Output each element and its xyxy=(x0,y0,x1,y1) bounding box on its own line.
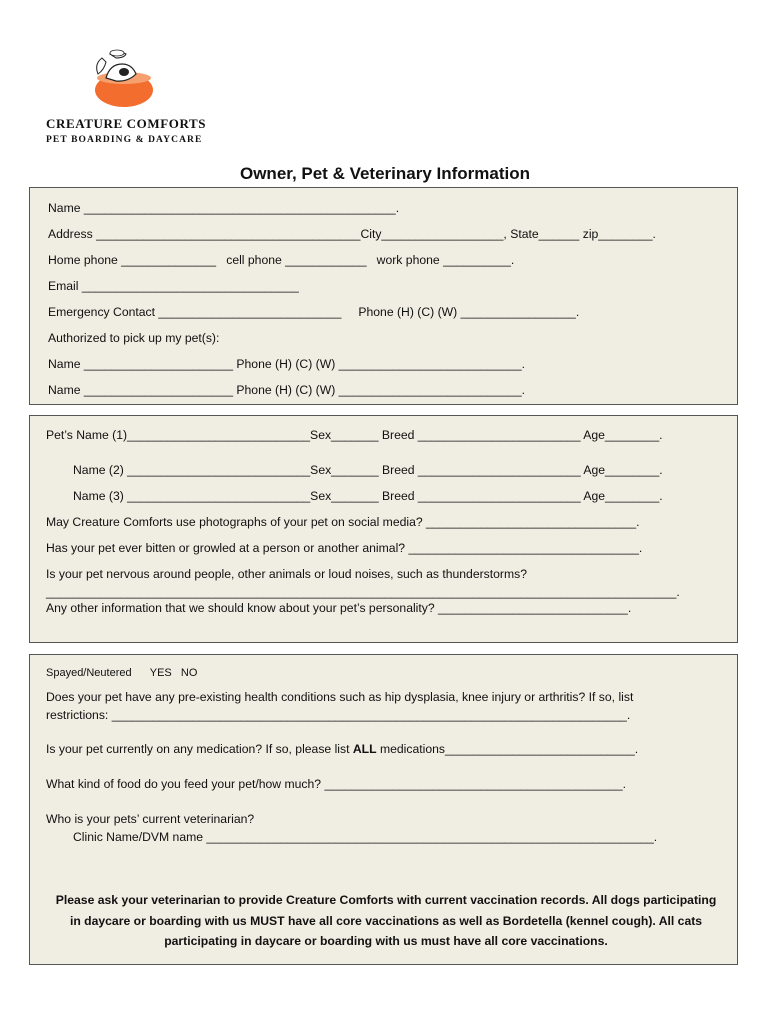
pet-2-field[interactable]: Name (2) ___________________________Sex_______ Breed ________________________ Age________. xyxy=(73,463,663,477)
nervous-answer-line[interactable]: _____________________________________________________________________________________________. xyxy=(46,585,680,599)
page-title: Owner, Pet & Veterinary Information xyxy=(239,164,531,183)
pickup-person-1-field[interactable]: Name ______________________ Phone (H) (C) (W) ___________________________. xyxy=(48,357,526,371)
medication-field[interactable]: Is your pet currently on any medication? If so, please list ALL medications____________________________. xyxy=(46,742,639,756)
emergency-contact-field[interactable]: Emergency Contact ___________________________ Phone (H) (C) (W) _________________. xyxy=(48,305,580,319)
owner-info-section xyxy=(29,187,738,405)
brand-name xyxy=(46,116,206,145)
brand-title: CREATURE COMFORTS xyxy=(46,116,207,131)
health-conditions-question: Does your pet have any pre-existing health conditions such as hip dysplasia, knee injury or arthritis? If so, list xyxy=(46,690,634,704)
spayed-neutered-field[interactable]: Spayed/Neutered YES NO xyxy=(46,667,198,679)
pet-3-field[interactable]: Name (3) ___________________________Sex_______ Breed ________________________ Age________. xyxy=(73,489,663,503)
photo-consent-field[interactable]: May Creature Comforts use photographs of your pet on social media? _______________________________. xyxy=(46,515,640,529)
vet-question: Who is your pets’ current veterinarian? xyxy=(46,812,255,826)
brand-subtitle: PET BOARDING & DAYCARE xyxy=(46,135,203,145)
owner-name-field[interactable]: Name ______________________________________________. xyxy=(48,201,400,215)
clinic-name-field[interactable]: Clinic Name/DVM name __________________________________________________________________. xyxy=(73,830,658,844)
authorized-pickup-label: Authorized to pick up my pet(s): xyxy=(48,331,220,345)
phone-fields[interactable]: Home phone ______________ cell phone ____________ work phone __________. xyxy=(48,253,515,267)
personality-field[interactable]: Any other information that we should know about your pet’s personality? ____________________________. xyxy=(46,601,632,615)
nervous-question: Is your pet nervous around people, other animals or loud noises, such as thunderstorms? xyxy=(46,567,528,581)
vaccination-note: Please ask your veterinarian to provide Creature Comforts with current vaccination records. All dogs participating in daycare or boarding with us MUST have all core vaccinations as well as Bordetella (kennel cough). All cats participating in daycare or boarding with us must have all core vaccinations. xyxy=(55,893,717,948)
bite-history-field[interactable]: Has your pet ever bitten or growled at a person or another animal? __________________________________. xyxy=(46,541,643,555)
pet-1-field[interactable]: Pet’s Name (1)___________________________Sex_______ Breed ________________________ Age________. xyxy=(46,428,663,442)
address-field[interactable]: Address _______________________________________City__________________, State______ zip________. xyxy=(48,227,656,241)
pickup-person-2-field[interactable]: Name ______________________ Phone (H) (C) (W) ___________________________. xyxy=(48,383,526,397)
food-field[interactable]: What kind of food do you feed your pet/how much? ____________________________________________. xyxy=(46,777,627,791)
restrictions-field[interactable]: restrictions: ____________________________________________________________________________. xyxy=(46,708,631,722)
email-field[interactable]: Email ________________________________ xyxy=(48,279,299,293)
dog-in-bowl-logo xyxy=(84,48,164,110)
